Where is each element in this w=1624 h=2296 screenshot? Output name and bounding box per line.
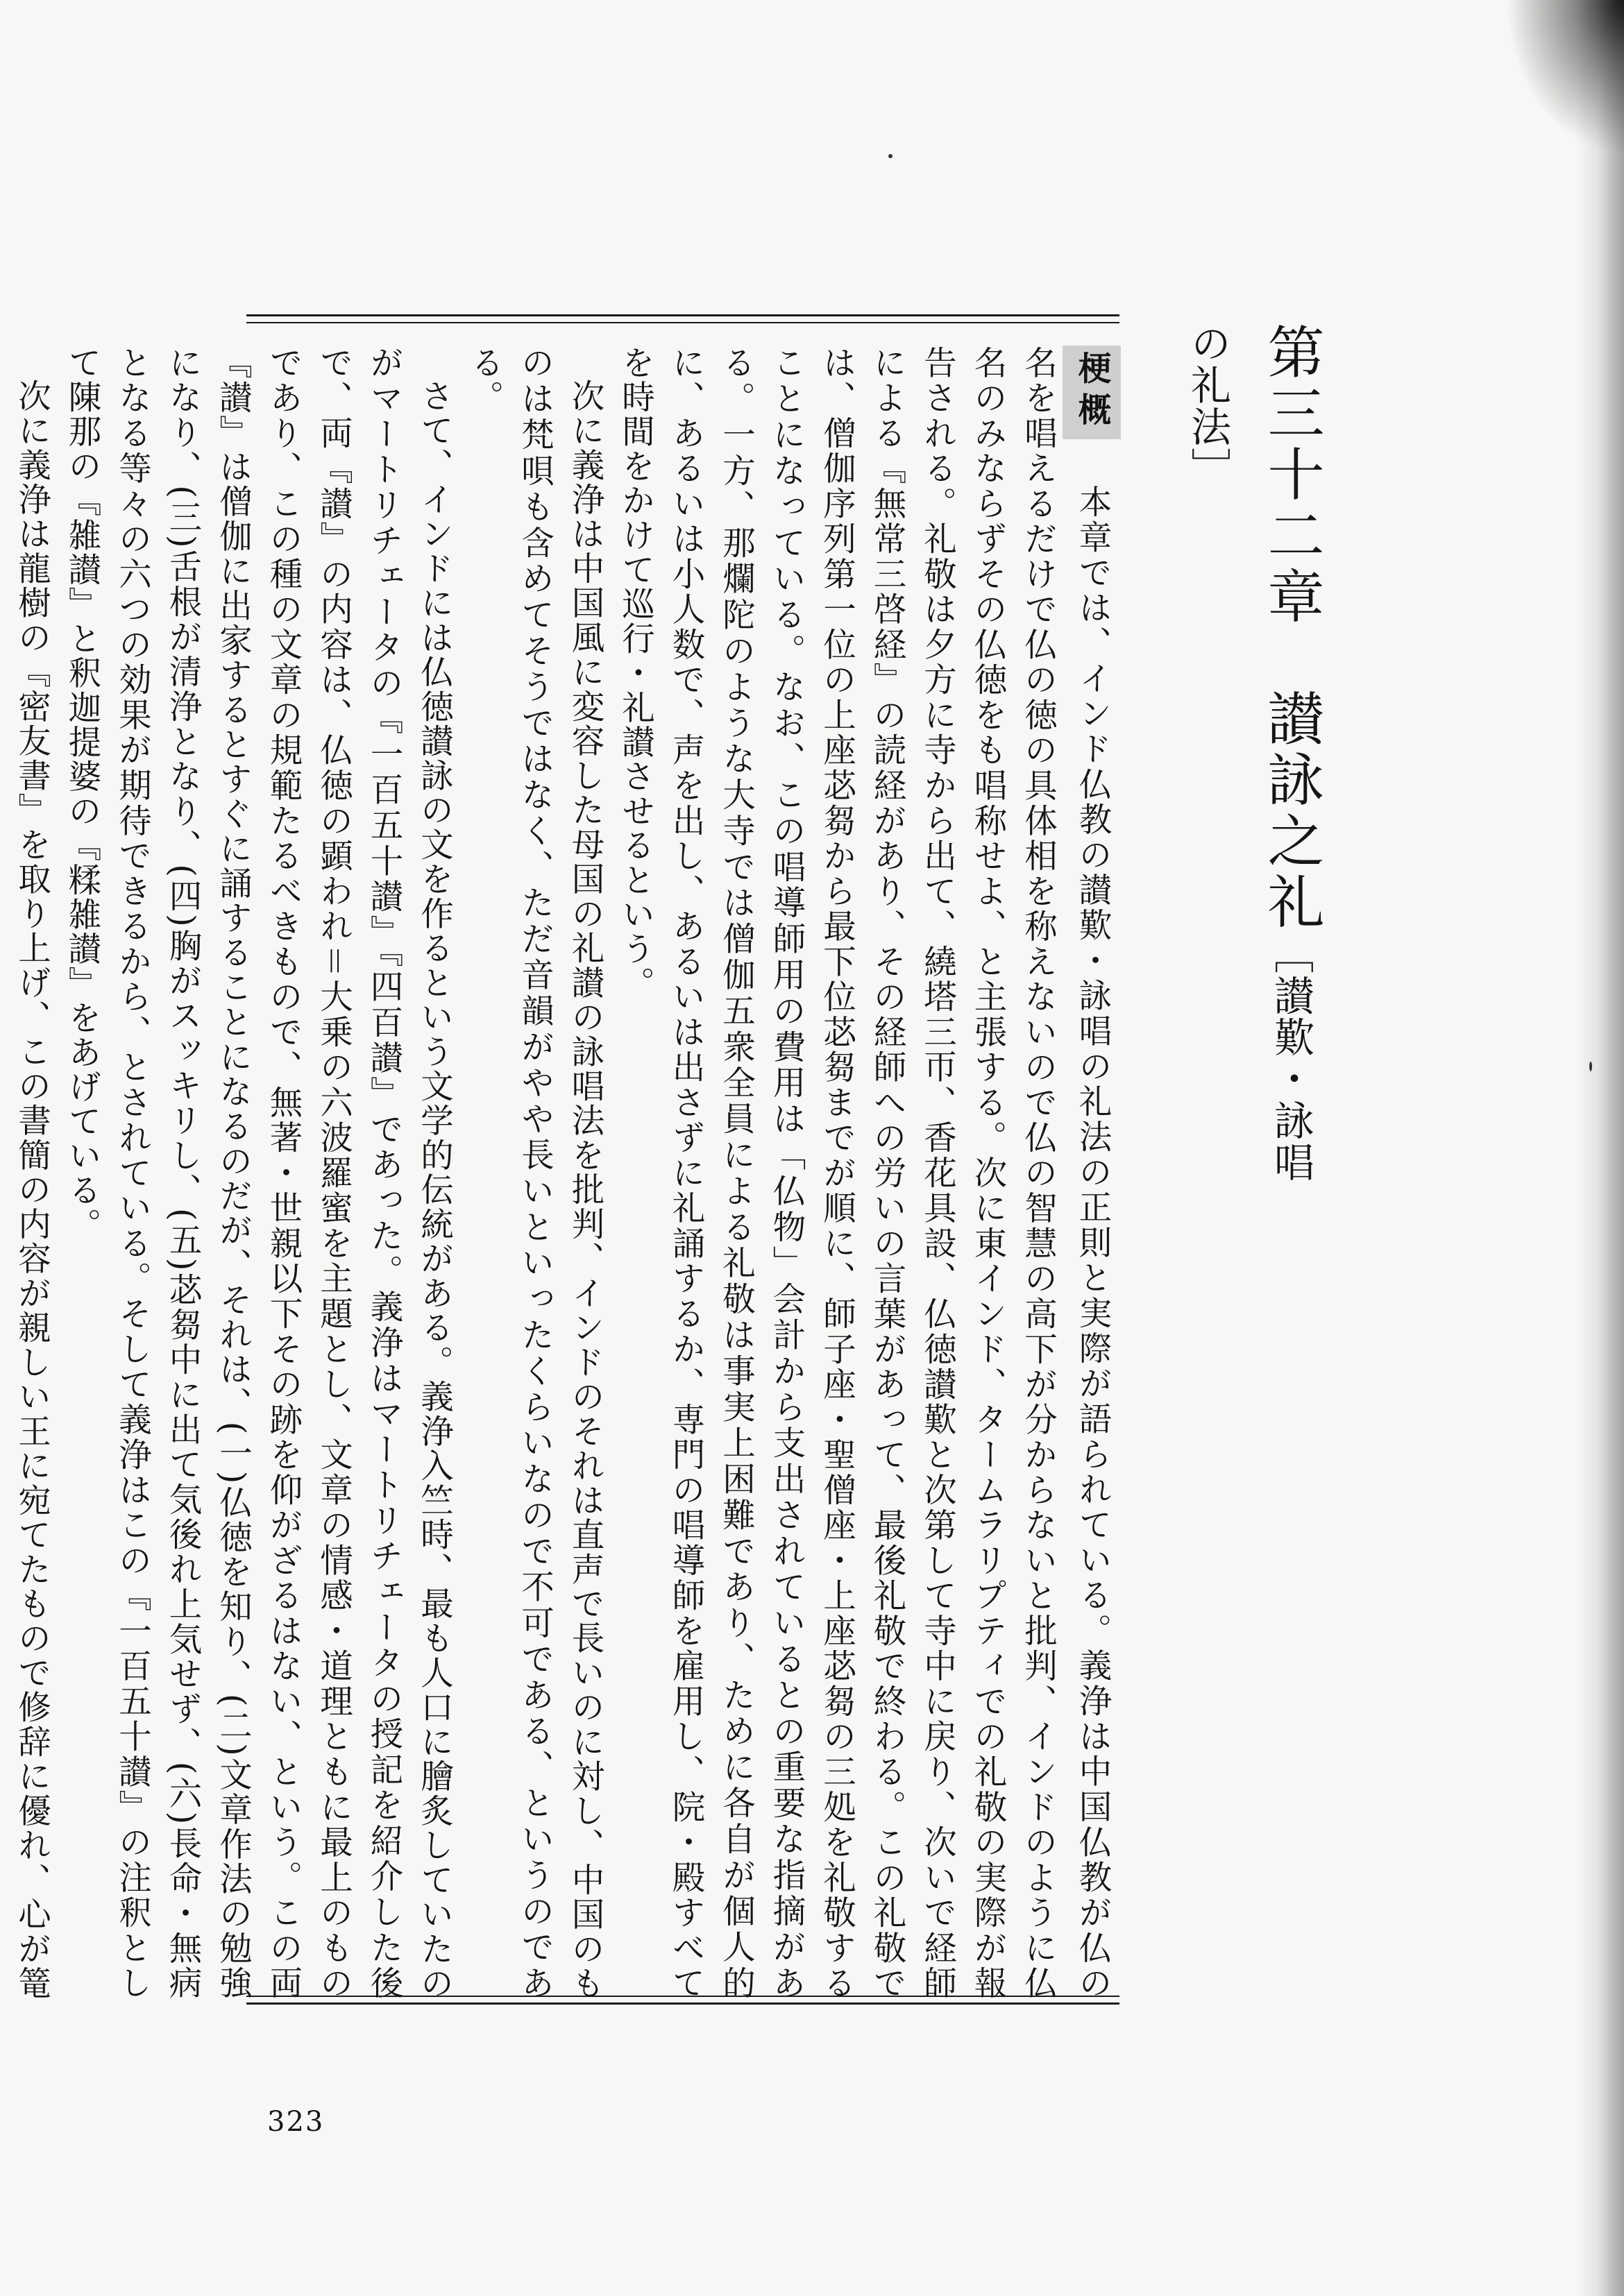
page-number: 323 <box>267 2106 325 2138</box>
paragraph-summary <box>609 346 1121 2000</box>
scan-speck <box>1589 1062 1592 1071</box>
summary-label: 梗概 <box>1063 346 1122 439</box>
top-rule <box>246 314 1119 316</box>
chapter-subtitle: ［讃歎・詠唱の礼法］ <box>1184 323 1314 1183</box>
paragraph: 次に義浄は中国風に変容した母国の礼讃の詠唱法を批判、インドのそれは直声で長いのに対し、中国のものは梵唄も含めてそうではなく、ただ音韻がやや長いといったくらいなので不可である、というのである。 <box>465 346 604 2000</box>
bottom-rule <box>246 2002 1119 2005</box>
paragraph: 次に義浄は龍樹の『密友書』を取り上げ、この書簡の内容が親しい王に宛てたもので修辞に優れ、心が篭 <box>12 378 51 2000</box>
top-rule-inner <box>246 322 1119 323</box>
scan-speck <box>888 154 893 158</box>
scan-corner-shadow <box>1485 0 1624 180</box>
summary-body <box>12 346 1121 2000</box>
chapter-heading <box>1184 323 1333 1197</box>
chapter-title: 第三十二章 讃詠之礼 <box>1258 323 1324 933</box>
scan-edge-shadow <box>1575 0 1624 2296</box>
paragraph-text: 本章では、インド仏教の讃歎・詠唱の礼法の正則と実際が語られている。義浄は中国仏教が仏の名を唱えるだけで仏の徳の具体相を称えないので仏の智慧の高下が分からないと批判、インドのように仏名のみならずその仏徳をも唱称せよ、と主張する。次に東インド、タームラリプティでの礼敬の実際が報告される。礼敬は夕方に寺から出て、繞塔三帀、香花具設、仏徳讃歎と次第して寺中に戻り、次いで経師による『無常三啓経』の読経があり、その経師への労いの言葉があって、最後礼敬で終わる。この礼敬では、僧伽序列第一位の上座苾芻から最下位苾芻までが順に、師子座・聖僧座・上座苾芻の三処を礼敬することになっている。なお、この唱導師用の費用は「仏物」会計から支出されているとの重要な指摘がある。一方、那爛陀のような大寺では僧伽五衆全員による礼敬は事実上困難であり、ために各自が個人的に、あるいは小人数で、声を出し、あるいは出さずに礼誦するか、専門の唱導師を雇用し、院・殿すべてを時間をかけて巡行・礼讃させるという。 <box>616 346 1111 2000</box>
paragraph: さて、インドには仏徳讃詠の文を作るという文学的伝統がある。義浄入竺時、最も人口に膾炙していたのがマートリチェータの『一百五十讃』『四百讃』であった。義浄はマートリチェータの授記を紹介した後で、両『讃』の内容は、仏徳の顕われ＝大乗の六波羅蜜を主題とし、文章の情感・道理ともに最上のものであり、この種の文章の規範たるべきもので、無著・世親以下その跡を仰がざるはない、という。この両『讃』は僧伽に出家するとすぐに誦することになるのだが、それは、(一)仏徳を知り、(二)文章作法の勉強になり、(三)舌根が清浄となり、(四)胸がスッキリし、(五)苾芻中に出て気後れ上気せず、(六)長命・無病となる等々の六つの効果が期待できるから、とされている。そして義浄はこの『一百五十讃』の注釈として陳那の『雑讃』と釈迦提婆の『糅雑讃』をあげている。 <box>62 346 453 2000</box>
